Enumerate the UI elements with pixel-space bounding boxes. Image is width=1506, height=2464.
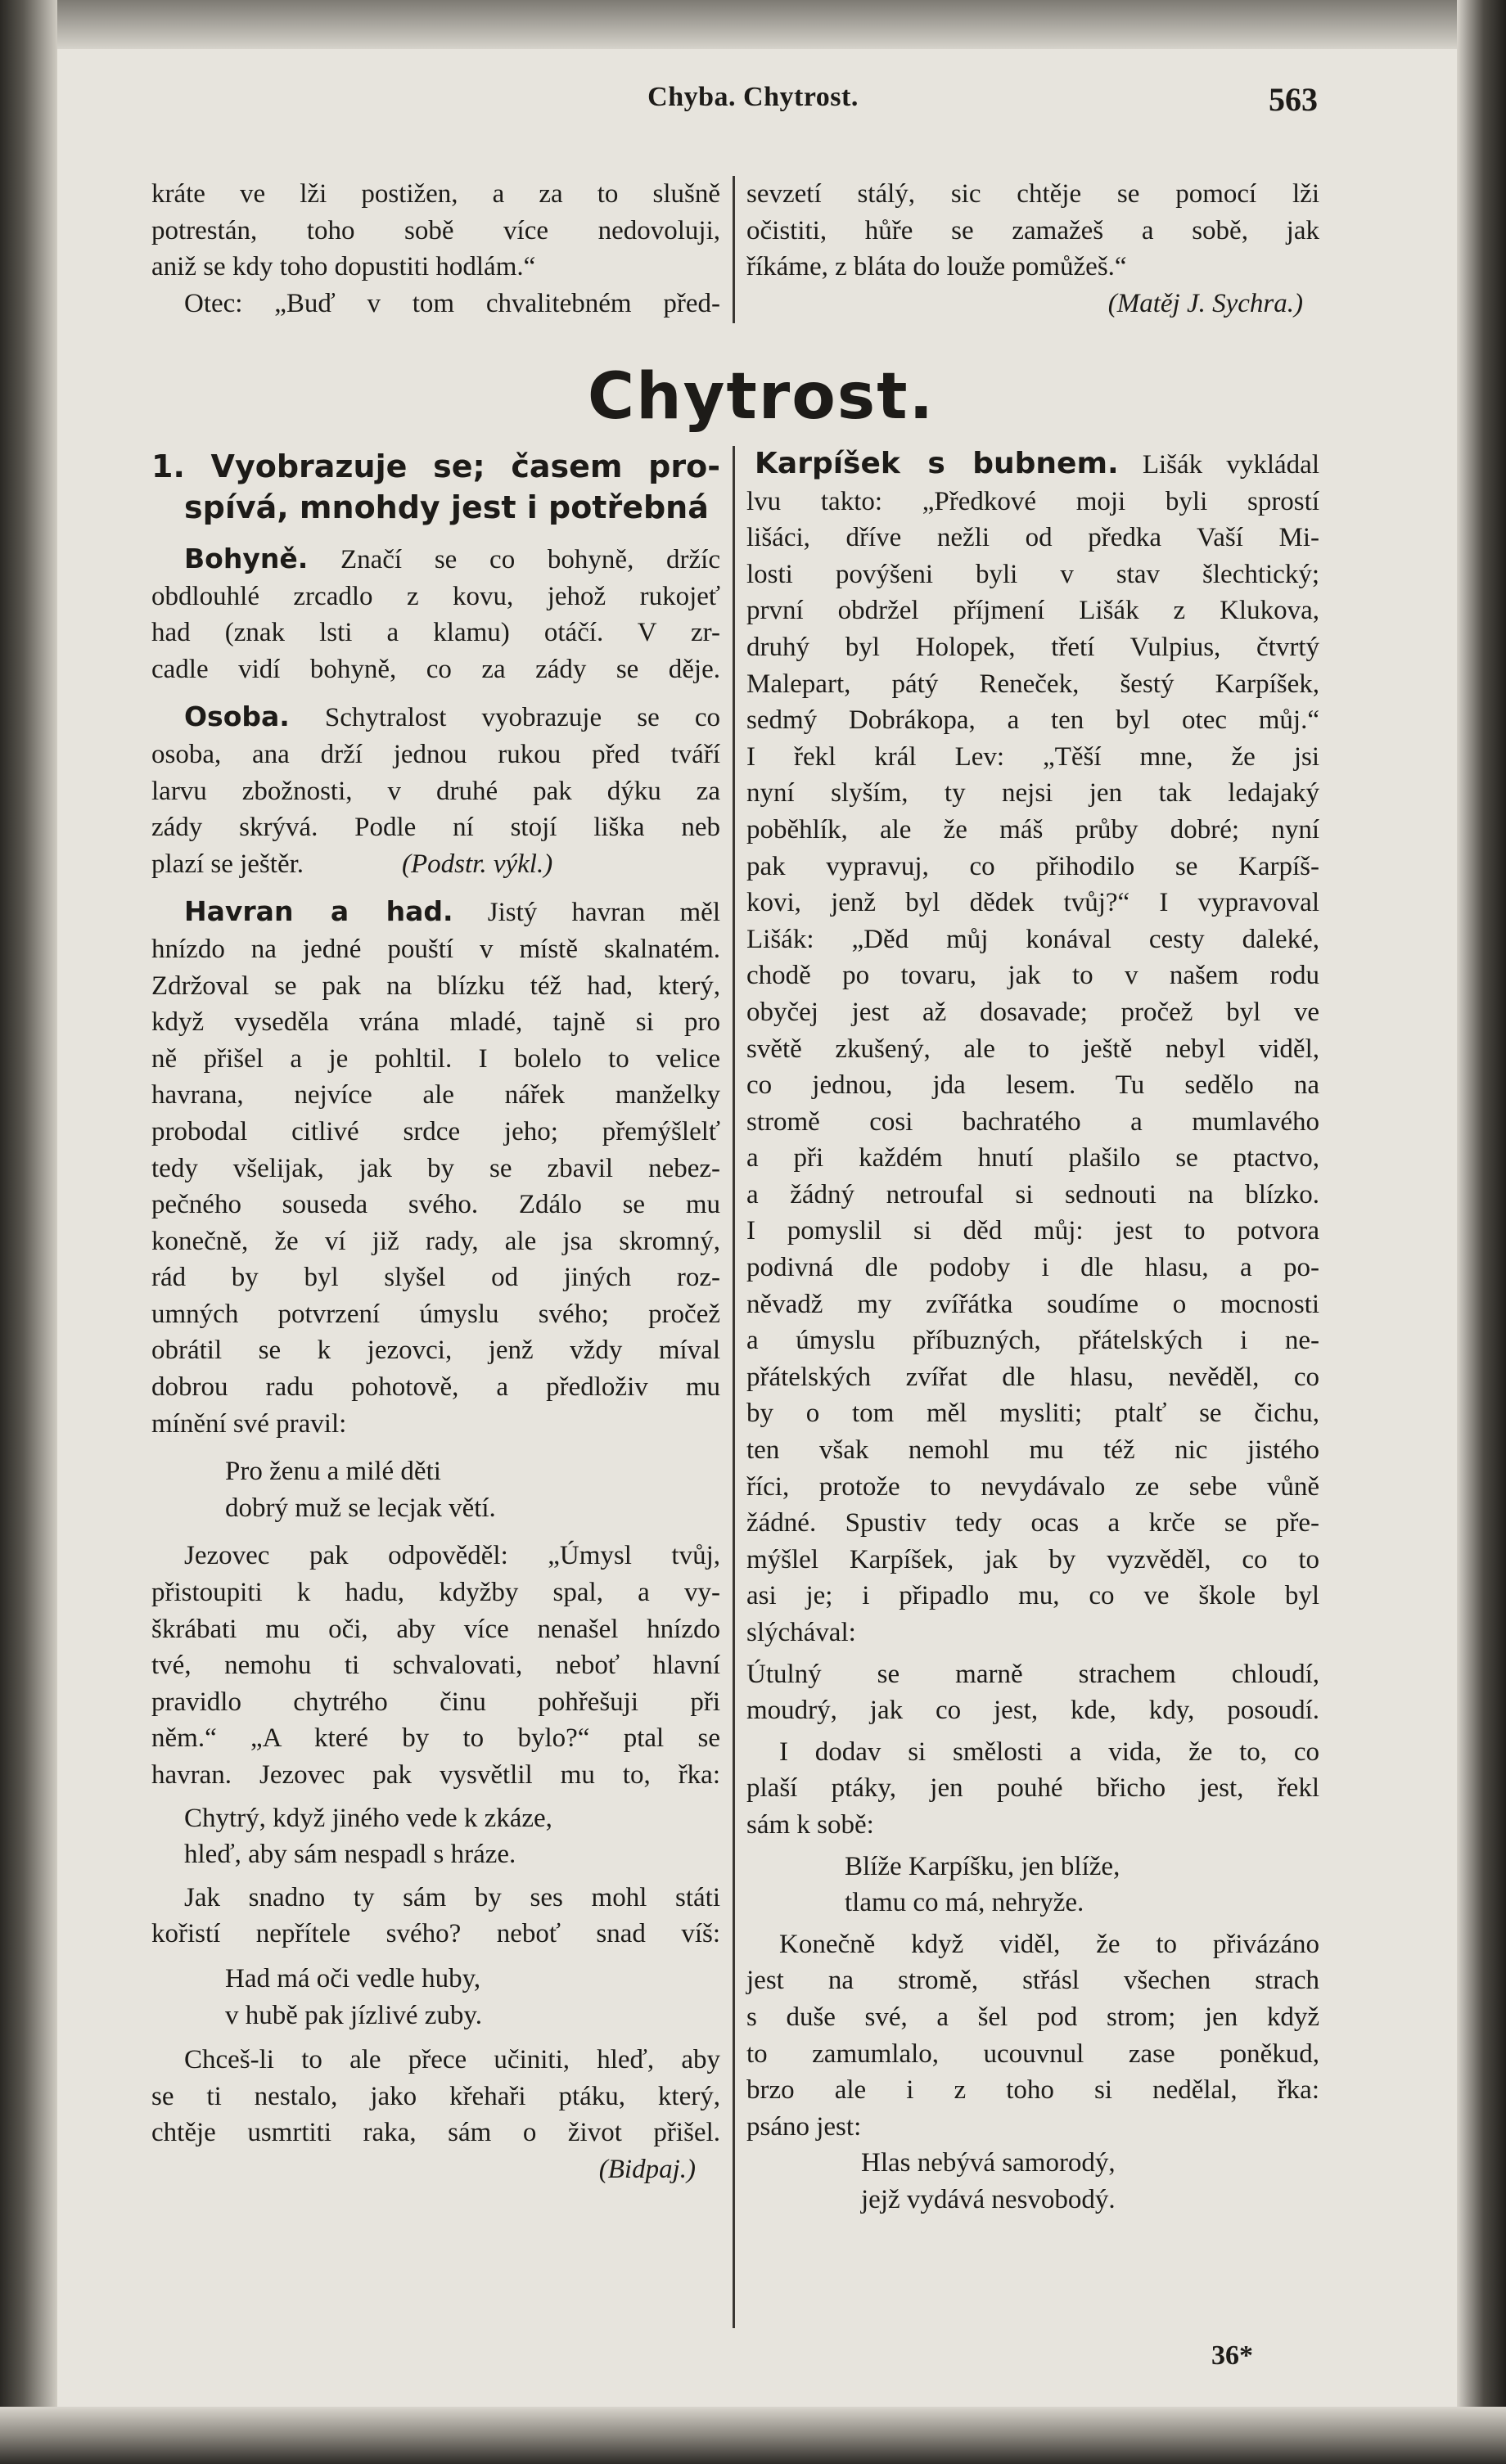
text-line: kořistí nepřítele svého? neboť snad víš: xyxy=(151,1919,720,1949)
text-line: to zamumlalo, ucouvnul zase poněkud, xyxy=(746,2038,1319,2069)
page-edge-bottom xyxy=(0,2407,1506,2464)
text-line: přátelských zvířat dle hlasu, nevěděl, co xyxy=(746,1362,1319,1392)
verse-line: Pro ženu a milé děti xyxy=(225,1457,441,1487)
text-line: Chceš-li to ale přece učiniti, hleď, aby xyxy=(184,2045,720,2075)
text-line: podivná dle podoby i dle hlasu, a po- xyxy=(746,1253,1319,1283)
text-line: kovi, jenž byl dědek tvůj?“ I vypravoval xyxy=(746,888,1319,918)
text-line: aniž se kdy toho dopustiti hodlám.“ xyxy=(151,252,536,282)
text-line: Jezovec pak odpověděl: „Úmysl tvůj, xyxy=(184,1541,720,1571)
text-line: slýchával: xyxy=(746,1618,856,1647)
text-line: nyní slyším, ty nejsi jen tak ledajaký xyxy=(746,778,1319,809)
text-line: když vyseděla vrána mladé, tajně si pro xyxy=(151,1007,720,1038)
page-edge-left xyxy=(0,0,57,2464)
text-line: obdlouhlé zrcadlo z kovu, jehož rukojeť xyxy=(151,581,720,611)
verse xyxy=(746,1849,1319,1921)
text-line: zády skrývá. Podle ní stojí liška neb xyxy=(151,813,720,843)
verse-line: hleď, aby sám nespadl s hráze. xyxy=(184,1840,516,1870)
text-line: něm.“ „A které by to bylo?“ ptal se xyxy=(151,1723,720,1754)
text-line: osoba, ana drží jednou rukou před tváří xyxy=(151,739,720,769)
text-line: škrábati mu oči, aby více nenašel hnízdo xyxy=(151,1614,720,1644)
text-line: losti povýšeni byli v stav šlechtický; xyxy=(746,559,1319,589)
text-line: havran. Jezovec pak vysvětlil mu to, řka: xyxy=(151,1760,720,1790)
verse xyxy=(151,1961,720,2034)
text-line: pak vypravuj, co přihodilo se Karpíš- xyxy=(746,851,1319,881)
top-right-block xyxy=(746,176,1319,322)
page-edge-right xyxy=(1457,0,1506,2464)
text-line: Bohyně. Značí se co bohyně, držíc xyxy=(184,543,721,574)
text-line: stromě cosi bachratého a mumlavého xyxy=(746,1106,1319,1137)
text-line: I pomyslil si děd můj: jest to potvora xyxy=(746,1216,1319,1246)
text-line: pečného souseda svého. Zdálo se mu xyxy=(151,1190,720,1220)
text-line: havrana, nejvíce ale nářek manželky xyxy=(151,1080,720,1110)
verse-line: Blíže Karpíšku, jen blíže, xyxy=(845,1851,1120,1881)
text-line: Havran a had. Jistý havran měl xyxy=(184,895,720,928)
text-line: hnízdo na jedné pouští v místě skalnatém. xyxy=(151,934,720,964)
text-line: Karpíšek s bubnem. Lišák vykládal xyxy=(755,447,1319,480)
text-line: Osoba. Schytralost vyobrazuje se co xyxy=(184,700,721,733)
text-line: Malepart, pátý Reneček, šestý Karpíšek, xyxy=(746,669,1319,699)
text-line: I dodav si smělosti a vida, že to, co xyxy=(779,1737,1319,1767)
signature-mark: 36* xyxy=(1211,2340,1253,2371)
text-line: druhý byl Holopek, třetí Vulpius, čtvrtý xyxy=(746,632,1319,662)
left-column xyxy=(151,446,720,2188)
page-edge-top xyxy=(0,0,1506,49)
text-line: Lišák: „Děd můj konával cesty daleké, xyxy=(746,924,1319,954)
text-line: konečně, že ví již rady, ale jsa skromný, xyxy=(151,1226,720,1256)
text-line: světě zkušený, ale to ještě nebyl viděl, xyxy=(746,1034,1319,1064)
text-line: kráte ve lži postižen, a za to slušně xyxy=(151,179,720,209)
column-rule-main xyxy=(733,446,735,2328)
attribution: (Podstr. výkl.) xyxy=(402,849,553,879)
entry-term: Karpíšek s bubnem. xyxy=(755,447,1119,480)
text-line: a při každém hnutí plašilo se ptactvo, xyxy=(746,1143,1319,1173)
text-line: lišáci, dříve nežli od předka Vaší Mi- xyxy=(746,523,1319,553)
text-line: rád by byl slyšel od jiných roz- xyxy=(151,1263,720,1293)
text-line: mýšlel Karpíšek, jak by vyzvěděl, co to xyxy=(746,1544,1319,1574)
text-line: se ti nestalo, jako křehaři ptáku, který, xyxy=(151,2081,720,2111)
text-line: s duše své, a šel pod strom; jen když xyxy=(746,2002,1319,2032)
text-line: probodal citlivé srdce jeho; přemýšlelť xyxy=(151,1116,720,1146)
verse-line: Had má oči vedle huby, xyxy=(225,1963,481,1993)
verse-line: Chytrý, když jiného vede k zkáze, xyxy=(184,1803,552,1833)
text-line: Konečně když viděl, že to přivázáno xyxy=(779,1929,1319,1959)
quote-line: Útulný se marně strachem chloudí, xyxy=(746,1659,1319,1689)
top-left-block xyxy=(151,176,720,322)
section-title: Chytrost. xyxy=(587,360,936,434)
text-line: ten však nemohl mu též nic jistého xyxy=(746,1435,1319,1466)
text-line: dobrou radu pohotově, a předloživ mu xyxy=(151,1372,720,1403)
verse xyxy=(151,1800,720,1873)
text-line: a žádný netroufal si sednouti na blízko. xyxy=(746,1179,1319,1209)
text-line: Zdržoval se pak na blízku též had, který, xyxy=(151,971,720,1001)
verse-line: jejž vydává nesvobodý. xyxy=(861,2184,1116,2214)
text-line: Jak snadno ty sám by ses mohl státi xyxy=(184,1882,720,1912)
text-line: larvu zbožnosti, v druhé pak dýku za xyxy=(151,776,720,806)
right-column xyxy=(746,446,1319,2219)
text-line: a úmyslu příbuzných, přátelských i ne- xyxy=(746,1326,1319,1356)
entry-term: Osoba. xyxy=(184,700,290,733)
text-line: sedmý Dobrákopa, a ten byl otec můj.“ xyxy=(746,705,1319,736)
text-line: tedy všelijak, jak by se zbavil nebez- xyxy=(151,1153,720,1183)
text-line: by o tom měl mysliti; ptalť se čichu, xyxy=(746,1399,1319,1429)
verse-line: dobrý muž se lecjak větí. xyxy=(225,1493,496,1523)
entry-term: Bohyně. xyxy=(184,543,309,574)
text-line: něvadž my zvířátka soudíme o mocnosti xyxy=(746,1289,1319,1319)
text-line: lvu takto: „Předkové moji byli sprostí xyxy=(746,486,1319,516)
text-line: psáno jest: xyxy=(746,2111,862,2142)
text-line: Otec: „Buď v tom chvalitebném před- xyxy=(184,288,720,318)
text-line: poběhlík, ale že máš průby dobré; nyní xyxy=(746,814,1319,845)
text-line: brzo ale i z toho si nedělal, řka: xyxy=(746,2075,1319,2106)
text-line: co jednou, jda lesem. Tu sedělo na xyxy=(746,1070,1319,1101)
running-head: Chyba. Chytrost. xyxy=(647,82,859,112)
verse-line: tlamu co má, nehryže. xyxy=(845,1888,1084,1918)
verse xyxy=(151,1453,720,1526)
text-line: říkáme, z bláta do louže pomůžeš.“ xyxy=(746,252,1127,282)
entry-term: Havran a had. xyxy=(184,895,453,928)
attribution: (Matěj J. Sychra.) xyxy=(1107,288,1303,318)
verse-line: v hubě pak jízlivé zuby. xyxy=(225,2000,483,2030)
text-line: umných potvrzení úmyslu svého; pročež xyxy=(151,1299,720,1329)
page-number: 563 xyxy=(1269,81,1318,118)
text-line: potrestán, toho sobě více nedovoluji, xyxy=(151,215,720,245)
text-line: tvé, nemohu ti schvalovati, neboť hlavní xyxy=(151,1651,720,1681)
text-line: pravidlo chytrého činu pohřešuji při xyxy=(151,1687,720,1717)
text-line: ně přišel a je pohltil. I bolelo to velice xyxy=(151,1043,720,1074)
text-line: plazí se ještěr. (Podstr. výkl.) xyxy=(151,849,553,879)
text-line: mínění své pravil: xyxy=(151,1408,347,1439)
text-line: očistiti, hůře se zamažeš a sobě, jak xyxy=(746,215,1319,245)
text-line: sám k sobě: xyxy=(746,1809,874,1840)
text-line: sevzetí stálý, sic chtěje se pomocí lži xyxy=(746,179,1319,209)
column-rule-top xyxy=(733,176,735,323)
quote-line: moudrý, jak co jest, kde, kdy, posoudí. xyxy=(746,1696,1319,1726)
verse-line: Hlas nebývá samorodý, xyxy=(861,2148,1116,2178)
text-line: had (znak lsti a klamu) otáčí. V zr- xyxy=(151,618,720,648)
text-line: obyčej jest až dosavade; pročež byl ve xyxy=(746,997,1319,1027)
text-line: jest na stromě, střásl všechen strach xyxy=(746,1966,1319,1996)
section-heading: 1. Vyobrazuje se; časem pro- xyxy=(151,448,720,484)
text-line: obrátil se k jezovci, jenž vždy míval xyxy=(151,1336,720,1366)
attribution: (Bidpaj.) xyxy=(598,2154,696,2184)
text-line: I řekl král Lev: „Těší mne, že jsi xyxy=(746,741,1319,772)
text-line: žádné. Spustiv tedy ocas a krče se pře- xyxy=(746,1508,1319,1538)
text-line: cadle vidí bohyně, co za zády se děje. xyxy=(151,654,720,684)
text-line: přistoupiti k hadu, kdyžby spal, a vy- xyxy=(151,1578,720,1608)
text-line: plaší ptáky, jen pouhé břicho jest, řekl xyxy=(746,1773,1319,1804)
text-line: říci, protože to nevydávalo ze sebe vůně xyxy=(746,1471,1319,1502)
text-line: chtěje usmrtiti raka, sám o život přišel. xyxy=(151,2118,720,2148)
section-heading: spívá, mnohdy jest i potřebná xyxy=(184,489,709,525)
verse xyxy=(746,2145,1319,2218)
text-line: první obdržel příjmení Lišák z Klukova, xyxy=(746,596,1319,626)
text-line: asi je; i připadlo mu, co ve škole byl xyxy=(746,1581,1319,1611)
text-line: chodě po tovaru, jak to v našem rodu xyxy=(746,961,1319,991)
